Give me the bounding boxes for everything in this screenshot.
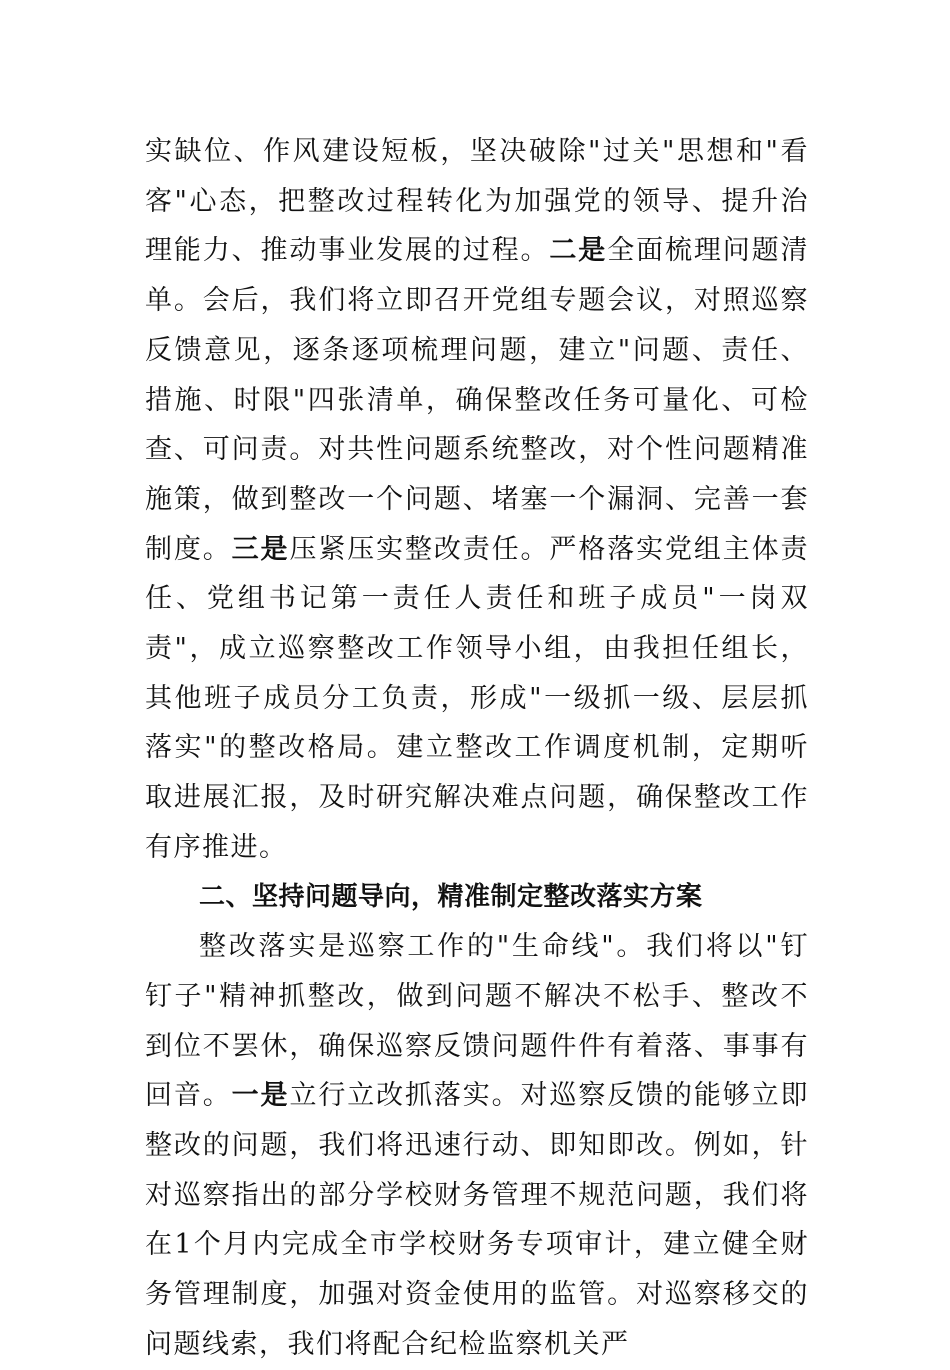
point-three-label: 三是 bbox=[231, 533, 290, 565]
section-heading-two: 二、坚持问题导向，精准制定整改落实方案 bbox=[199, 881, 703, 912]
paragraph-text: 立行立改抓落实。对巡察反馈的能够立即整改的问题，我们将迅速行动、即知即改。例如，针对巡察指出的部分学校财务管理不规范问题，我们将在1个月内完成全市学校财务专项审计，建立健全财务管理制度，加强对资金使用的监管。对巡察移交的问题线索，我们将配合纪检监察机关严 bbox=[145, 1080, 810, 1360]
paragraph-rectification-plan bbox=[145, 922, 809, 1369]
point-two-label: 二是 bbox=[549, 235, 608, 267]
paragraph-text: 全面梳理问题清单。会后，我们将立即召开党组专题会议，对照巡察反馈意见，逐条逐项梳理问题，建立"问题、责任、措施、时限"四张清单，确保整改任务可量化、可检查、可问责。对共性问题系统整改，对个性问题精准施策，做到整改一个问题、堵塞一个漏洞、完善一套制度。 bbox=[145, 235, 810, 565]
paragraph-text: 整改落实是巡察工作的"生命线"。我们将以"钉钉子"精神抓整改，做到问题不解决不松手、整改不到位不罢休，确保巡察反馈问题件件有着落、事事有回音。 bbox=[145, 931, 809, 1112]
paragraph-rectification-responsibility bbox=[145, 127, 809, 873]
paragraph-text: 压紧压实整改责任。严格落实党组主体责任、党组书记第一责任人责任和班子成员"一岗双责"，成立巡察整改工作领导小组，由我担任组长，其他班子成员分工负责，形成"一级抓一级、层层抓落实"的整改格局。建立整改工作调度机制，定期听取进展汇报，及时研究解决难点问题，确保整改工作有序推进。 bbox=[145, 533, 810, 863]
document-body bbox=[145, 127, 809, 1370]
paragraph-text: 实缺位、作风建设短板，坚决破除"过关"思想和"看客"心态，把整改过程转化为加强党的领导、提升治理能力、推动事业发展的过程。 bbox=[145, 136, 809, 267]
point-one-label: 一是 bbox=[231, 1080, 290, 1112]
